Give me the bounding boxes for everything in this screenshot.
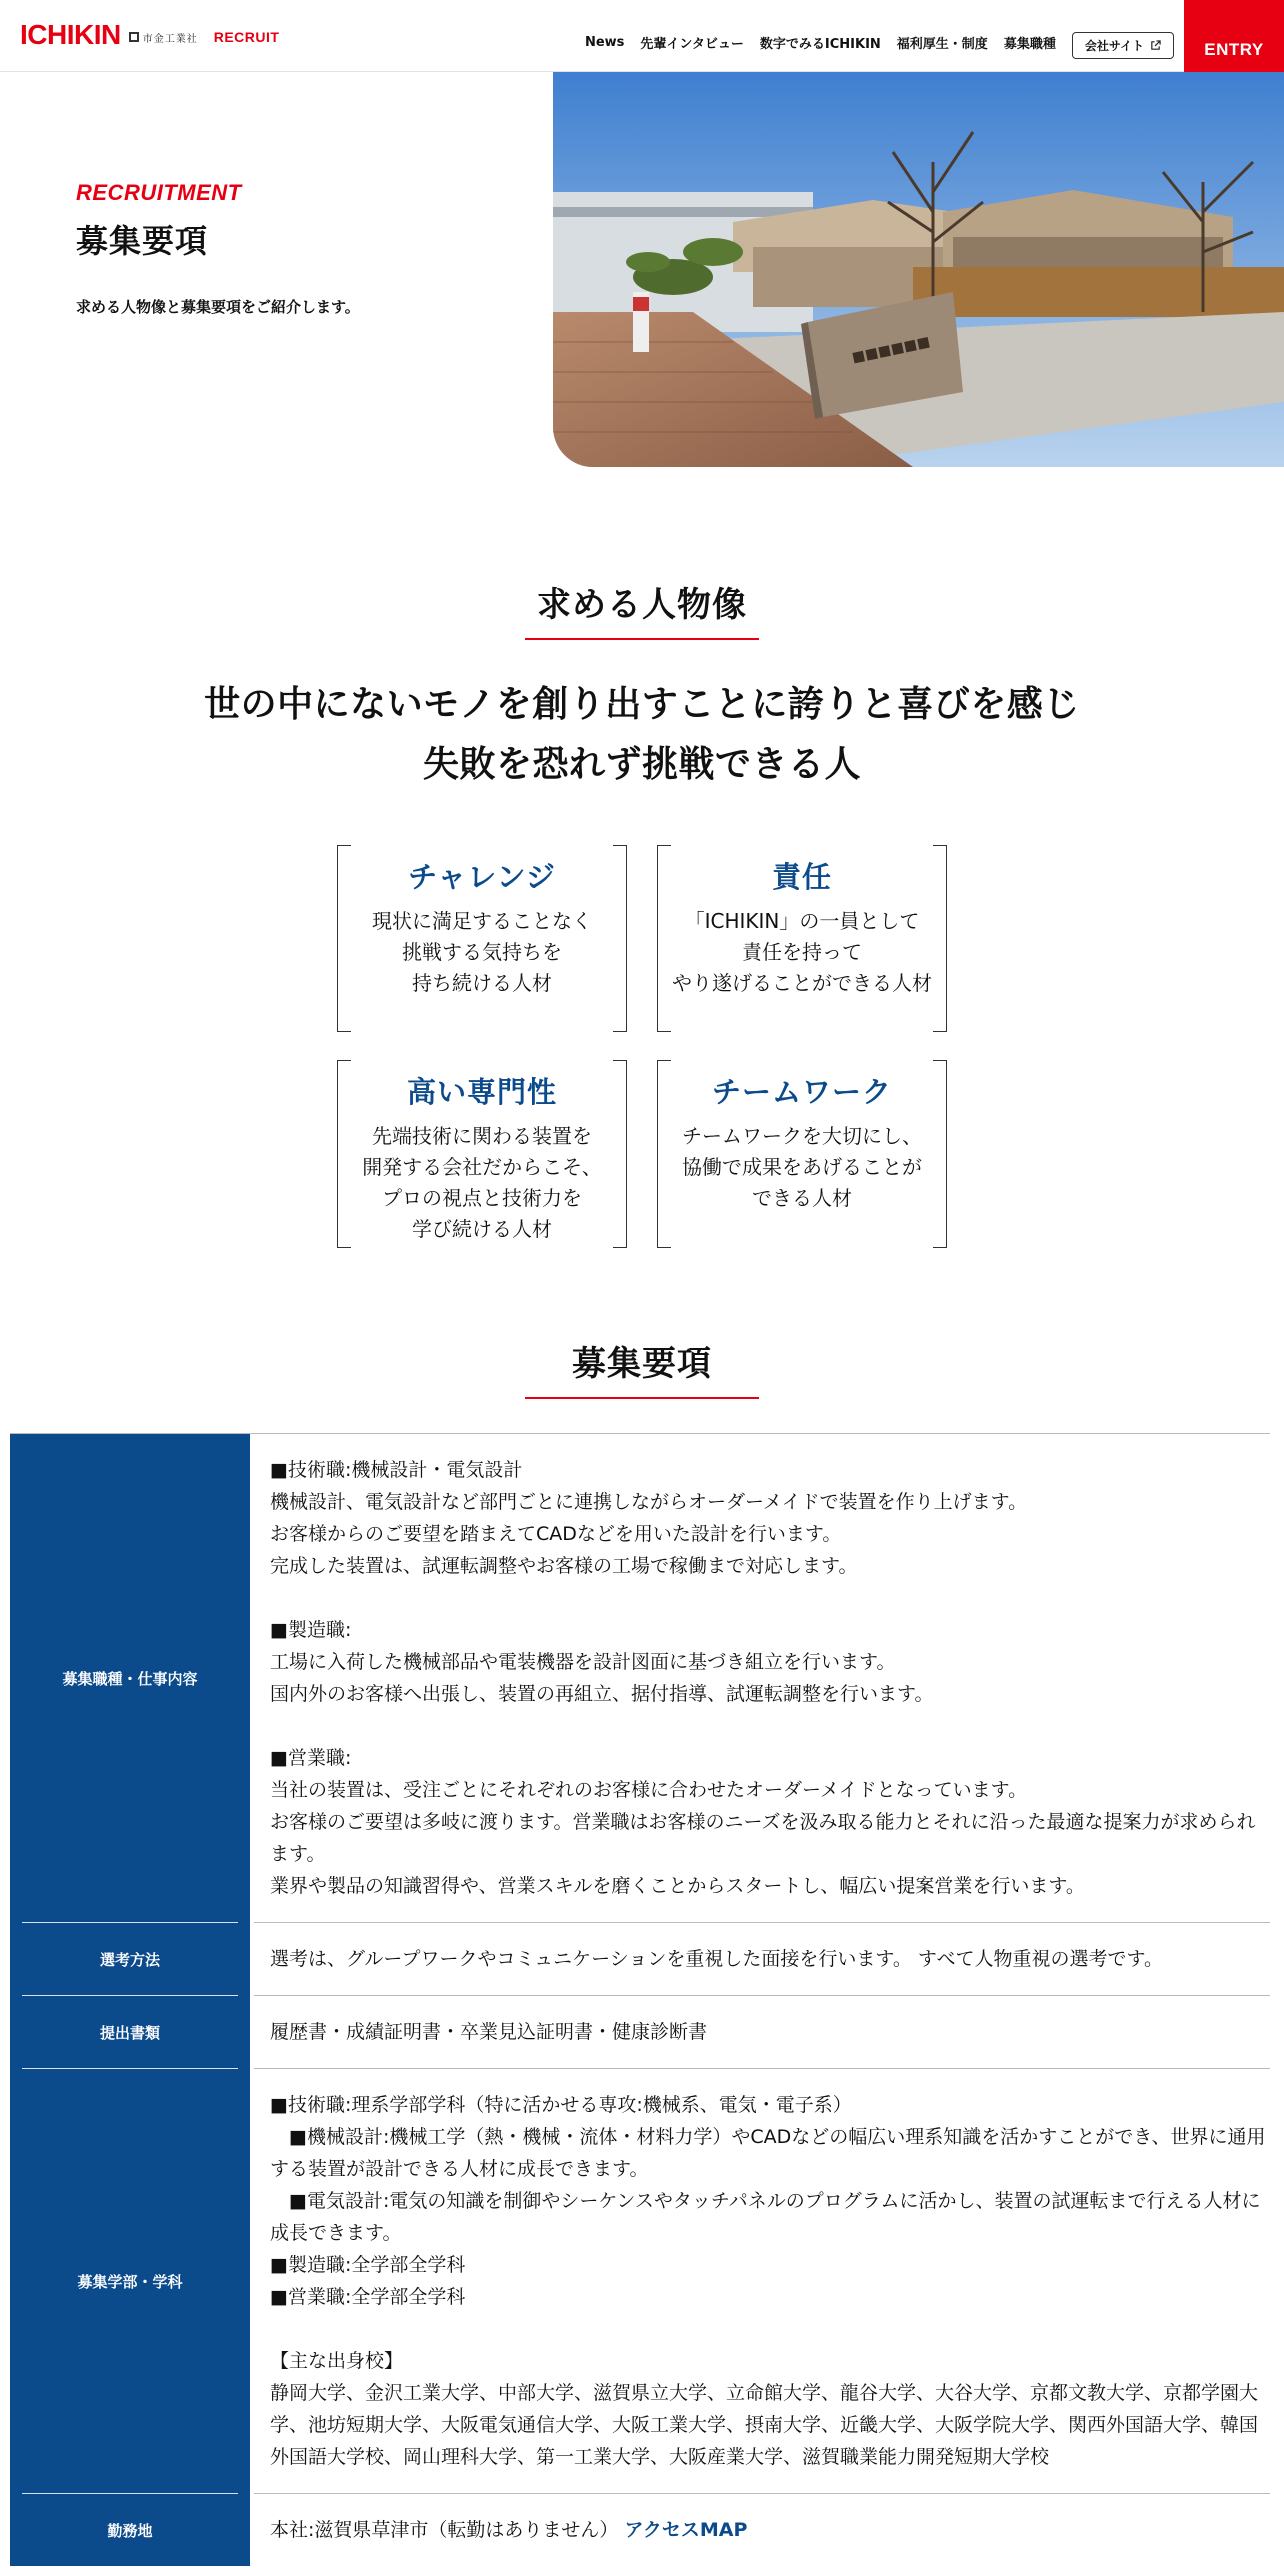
card-body [337,1121,627,1245]
card-line: 現状に満足することなく [372,909,592,933]
logo-wordmark: ICHIKIN [20,19,121,50]
catch-line-2: 失敗を恐れず挑戦できる人 [422,744,861,785]
bracket-right [613,1060,627,1248]
card-title: 責任 [771,860,832,894]
card-body [657,1121,947,1214]
card-line: 持ち続ける人材 [412,971,552,995]
nav-numbers[interactable]: 数字でみるICHIKIN [759,37,881,52]
persona-card-teamwork [657,1060,947,1248]
card-title: 高い専門性 [406,1075,557,1109]
persona-card-challenge [337,845,627,1032]
row-content: 履歴書・成績証明書・卒業見込証明書・健康診断書 [254,1996,1270,2069]
card-line: やり遂げることができる人材 [672,971,932,995]
row-header: 勤務地 [10,2494,250,2566]
logo-company-name: 市金工業社 [142,33,198,45]
bracket-left [337,1060,351,1248]
company-site-button[interactable] [1072,32,1174,59]
location-text: 本社:滋賀県草津市（転勤はありません） [270,2519,619,2541]
card-line: プロの視点と技術力を [382,1186,582,1210]
nav-positions[interactable]: 募集職種 [1003,37,1056,52]
card-line: 「ICHIKIN」の一員として [684,909,920,933]
row-content: ■技術職:理系学部学科（特に活かせる専攻:機械系、電気・電子系） ■機械設計:機械工学（熱・機械・流体・材料力学）やCADなどの幅広い理系知識を活かすことができ、世界に通用する装置が設計できる人材に成長できます。 ■電気設計:電気の知識を制御やシーケンスやタッチパネルのプログラムに活かし、装置の試運転まで行える人材に成長できます。 ■製造職:全学部全学科 ■営業職:全学部全学科 【主な出身校】 静岡大学、金沢工業大学、中部大学、滋賀県立大学、立命館大学、龍谷大学、大谷大学、京都文教大学、京都学園大学、池坊短期大学、大阪電気通信大学、大阪工業大学、摂南大学、近畿大学、大阪学院大学、関西外国語大学、韓国外国語大学校、岡山理科大学、第一工業大学、大阪産業大学、滋賀職業能力開発短期大学校 [254,2069,1270,2494]
persona-section-title: 求める人物像 [537,585,747,625]
card-body [657,906,947,999]
page-title: 募集要項 [76,222,209,260]
nav-news[interactable]: News [584,35,625,50]
nav-benefits[interactable]: 福利厚生・制度 [896,37,988,52]
external-link-icon [1150,40,1161,51]
persona-catchphrase [0,675,1284,795]
nav-interviews[interactable]: 先輩インタビュー [640,37,744,52]
row-content: ■技術職:機械設計・電気設計 機械設計、電気設計など部門ごとに連携しながらオーダーメイドで装置を作り上げます。 お客様からのご要望を踏まえてCADなどを用いた設計を行います。 完成した装置は、試運転調整やお客様の工場で稼働まで対応します。 ■製造職: 工場に入荷した機械部品や電装機器を設計図面に基づき組立を行います。 国内外のお客様へ出張し、装置の再組立、据付指導、試運転調整を行います。 ■営業職: 当社の装置は、受注ごとにそれぞれのお客様に合わせたオーダーメイドとなっています。 お客様のご要望は多岐に渡ります。営業職はお客様のニーズを汲み取る能力とそれに沿った最適な提案力が求められます。 業界や製品の知識習得や、営業スキルを磨くことからスタートし、幅広い提案営業を行います。 [254,1434,1270,1923]
persona-title-underline [525,638,759,640]
requirements-title-underline [525,1397,759,1399]
persona-card-expertise [337,1060,627,1248]
logo-company-group [129,30,198,45]
factory-entrance-photo [553,72,1284,467]
site-header [0,0,1284,72]
hero-text [76,180,360,317]
table-row [10,1923,1270,1996]
card-title: チャレンジ [408,860,556,894]
row-header: 募集職種・仕事内容 [10,1434,250,1923]
row-content [254,2494,1270,2566]
table-row [10,1434,1270,1923]
bracket-right [933,845,947,1032]
catch-line-1: 世の中にないモノを創り出すことに誇りと喜びを感じ [204,684,1080,725]
company-mark-icon [129,32,139,42]
bracket-left [657,845,671,1032]
hero-description: 求める人物像と募集要項をご紹介します。 [76,298,360,316]
card-body [337,906,627,999]
hero-eyebrow: RECRUITMENT [76,180,242,205]
requirements-section-title: 募集要項 [572,1344,712,1384]
bracket-right [613,845,627,1032]
global-nav [585,26,1174,59]
card-line: 協働で成果をあげることが [682,1155,922,1179]
access-map-link[interactable]: アクセスMAP [624,2519,748,2541]
row-header: 提出書類 [10,1996,250,2069]
row-content: 選考は、グループワークやコミュニケーションを重視した面接を行います。 すべて人物重視の選考です。 [254,1923,1270,1996]
hero-photo [553,72,1284,467]
row-header: 選考方法 [10,1923,250,1996]
bracket-left [657,1060,671,1248]
logo-recruit: RECRUIT [213,29,280,45]
card-line: できる人材 [752,1186,852,1210]
table-row [10,2494,1270,2566]
card-line: 学び続ける人材 [412,1217,552,1241]
row-header: 募集学部・学科 [10,2069,250,2494]
card-line: 挑戦する気持ちを [402,940,562,964]
table-row [10,2069,1270,2494]
bracket-right [933,1060,947,1248]
card-line: 責任を持って [742,940,862,964]
card-line: 先端技術に関わる装置を [372,1124,592,1148]
table-row [10,1996,1270,2069]
requirements-table [10,1433,1270,2566]
entry-button[interactable]: ENTRY [1184,0,1284,100]
company-site-label: 会社サイト [1084,39,1144,53]
svg-text:■■■■■■: ■■■■■■ [850,333,932,366]
card-line: チームワークを大切にし、 [682,1124,922,1148]
bracket-left [337,845,351,1032]
card-title: チームワーク [711,1075,892,1109]
persona-card-responsibility [657,845,947,1032]
site-logo[interactable] [20,20,279,50]
card-line: 開発する会社だからこそ、 [362,1155,602,1179]
